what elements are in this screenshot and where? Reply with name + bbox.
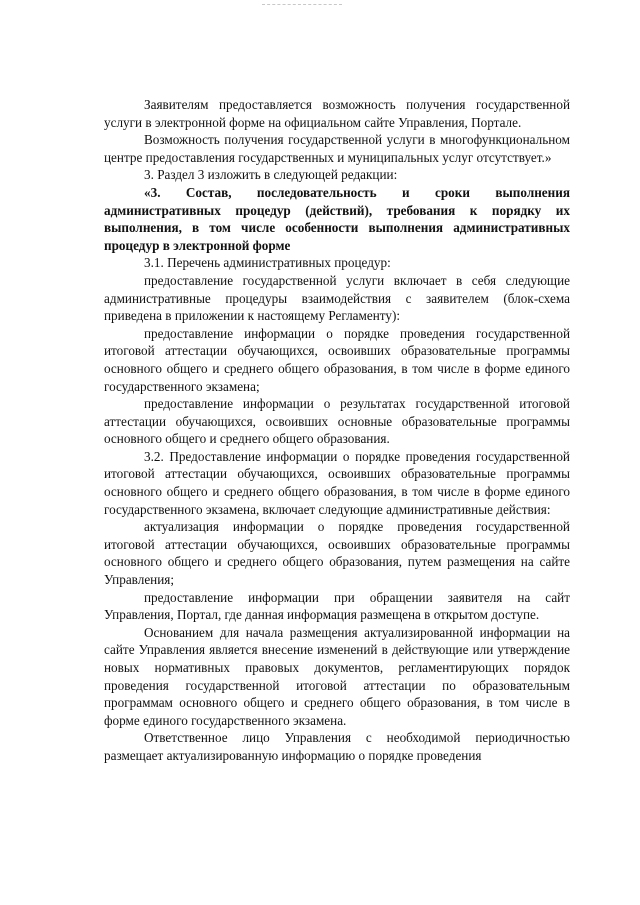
paragraph-3-1: 3.1. Перечень административных процедур: bbox=[144, 255, 391, 271]
list-item-procedure-2: предоставление информации о результатах государственной итоговой аттестации обучающихся, освоивших основные образовательные программы основного общего и среднего общего образования. bbox=[104, 396, 570, 447]
section-3-heading: «3. Состав, последовательность и сроки выполнения административных процедур (действий), требования к порядку их выполнения, в том числе особенности выполнения административных процедур в электронной форме bbox=[104, 184, 570, 253]
list-item-action-1: актуализация информации о порядке проведения государственной итоговой аттестации обучающихся, освоивших образовательные программы основного общего и среднего общего образования, путем размещения на сайте Управления; bbox=[104, 519, 570, 588]
scan-header-mark bbox=[262, 4, 342, 6]
paragraph-section-3-intro: 3. Раздел 3 изложить в следующей редакции: bbox=[144, 167, 398, 183]
paragraph-3-2: 3.2. Предоставление информации о порядке проведения государственной итоговой аттестации обучающихся, освоивших образовательные программы основного общего и среднего общего образования, в том числе в форме единого государственного экзамена, включает следующие административные действия: bbox=[104, 448, 570, 517]
paragraph-procedures-list-intro: предоставление государственной услуги включает в себя следующие административные процедуры взаимодействия с заявителем (блок-схема приведена в приложении к настоящему Регламенту): bbox=[104, 272, 570, 324]
list-item-procedure-1: предоставление информации о порядке проведения государственной итоговой аттестации обучающихся, освоивших образовательные программы основного общего и среднего общего образования, в том числе в форме единого государственного экзамена; bbox=[104, 325, 570, 394]
paragraph-mfc: Возможность получения государственной услуги в многофункциональном центре предоставления государственных и муниципальных услуг отсутствует.» bbox=[104, 132, 570, 165]
paragraph-basis: Основанием для начала размещения актуализированной информации на сайте Управления является внесение изменений в действующие или утверждение новых нормативных правовых документов, регламентирующих порядок проведения государственной итоговой аттестации по образовательным программам основного общего и среднего общего образования, в том числе в форме единого государственного экзамена. bbox=[104, 624, 570, 728]
document-body bbox=[104, 96, 570, 765]
paragraph-responsible-person: Ответственное лицо Управления с необходимой периодичностью размещает актуализированную информацию о порядке проведения bbox=[104, 730, 570, 763]
paragraph-electronic-form: Заявителям предоставляется возможность получения государственной услуги в электронной форме на официальном сайте Управления, Портале. bbox=[104, 97, 570, 130]
list-item-action-2: предоставление информации при обращении заявителя на сайт Управления, Портал, где данная информация размещена в открытом доступе. bbox=[104, 589, 570, 623]
